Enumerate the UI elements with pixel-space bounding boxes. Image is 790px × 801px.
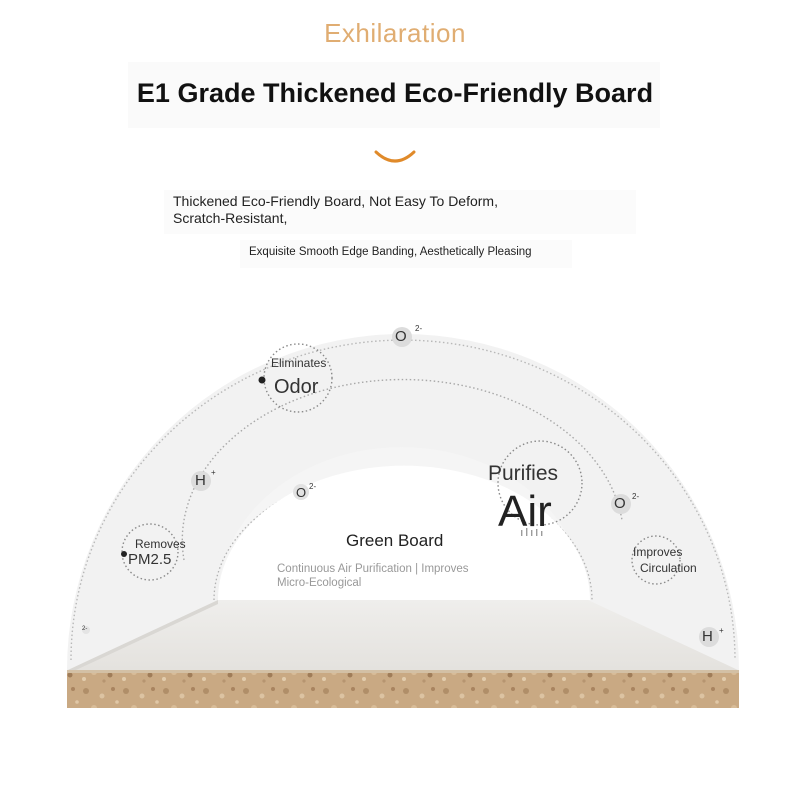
ion-tiny-charge: 2- [82,626,88,632]
circulation-line-2: Circulation [640,561,697,575]
ion-h-charge: + [211,468,216,477]
tagline: Exhilaration [324,18,466,48]
odor-big-label: Odor [274,376,319,398]
ion-o-right-charge: 2- [632,492,640,501]
board-edge [67,670,739,708]
headline: E1 Grade Thickened Eco-Friendly Board [136,78,654,108]
ion-o-small-label: O [296,485,307,500]
ion-h-label: H [195,472,206,489]
board-subtitle-line-1: Continuous Air Purification | Improves [277,563,469,575]
board-subtitle-line-2: Micro-Ecological [277,577,362,589]
air-small-label: Purifies [488,462,559,485]
ion-o-label: O [395,328,407,345]
circulation-line-1: Improves [633,545,683,559]
feature-line-3: Exquisite Smooth Edge Banding, Aesthetically Pleasing [249,246,532,258]
ion-o-charge: 2- [415,324,423,333]
ion-o-small-charge: 2- [309,482,317,491]
board-subtitle [277,562,507,590]
feature-line-2: Scratch-Resistant, [173,210,288,226]
pm-big-label: PM2.5 [128,551,172,568]
odor-small-label: Eliminates [271,356,327,370]
pm-small-label: Removes [135,537,186,551]
smile-decoration [372,140,418,166]
ion-h-right-charge: + [719,626,724,635]
arch-illustration [0,300,790,720]
air-big-label: Air [498,487,552,536]
feature-text [173,193,613,227]
ion-h-right-label: H [702,628,713,645]
feature-line-1: Thickened Eco-Friendly Board, Not Easy To Deform, [173,193,498,209]
ion-o-right-label: O [614,495,626,512]
board-title: Green Board [346,531,444,550]
